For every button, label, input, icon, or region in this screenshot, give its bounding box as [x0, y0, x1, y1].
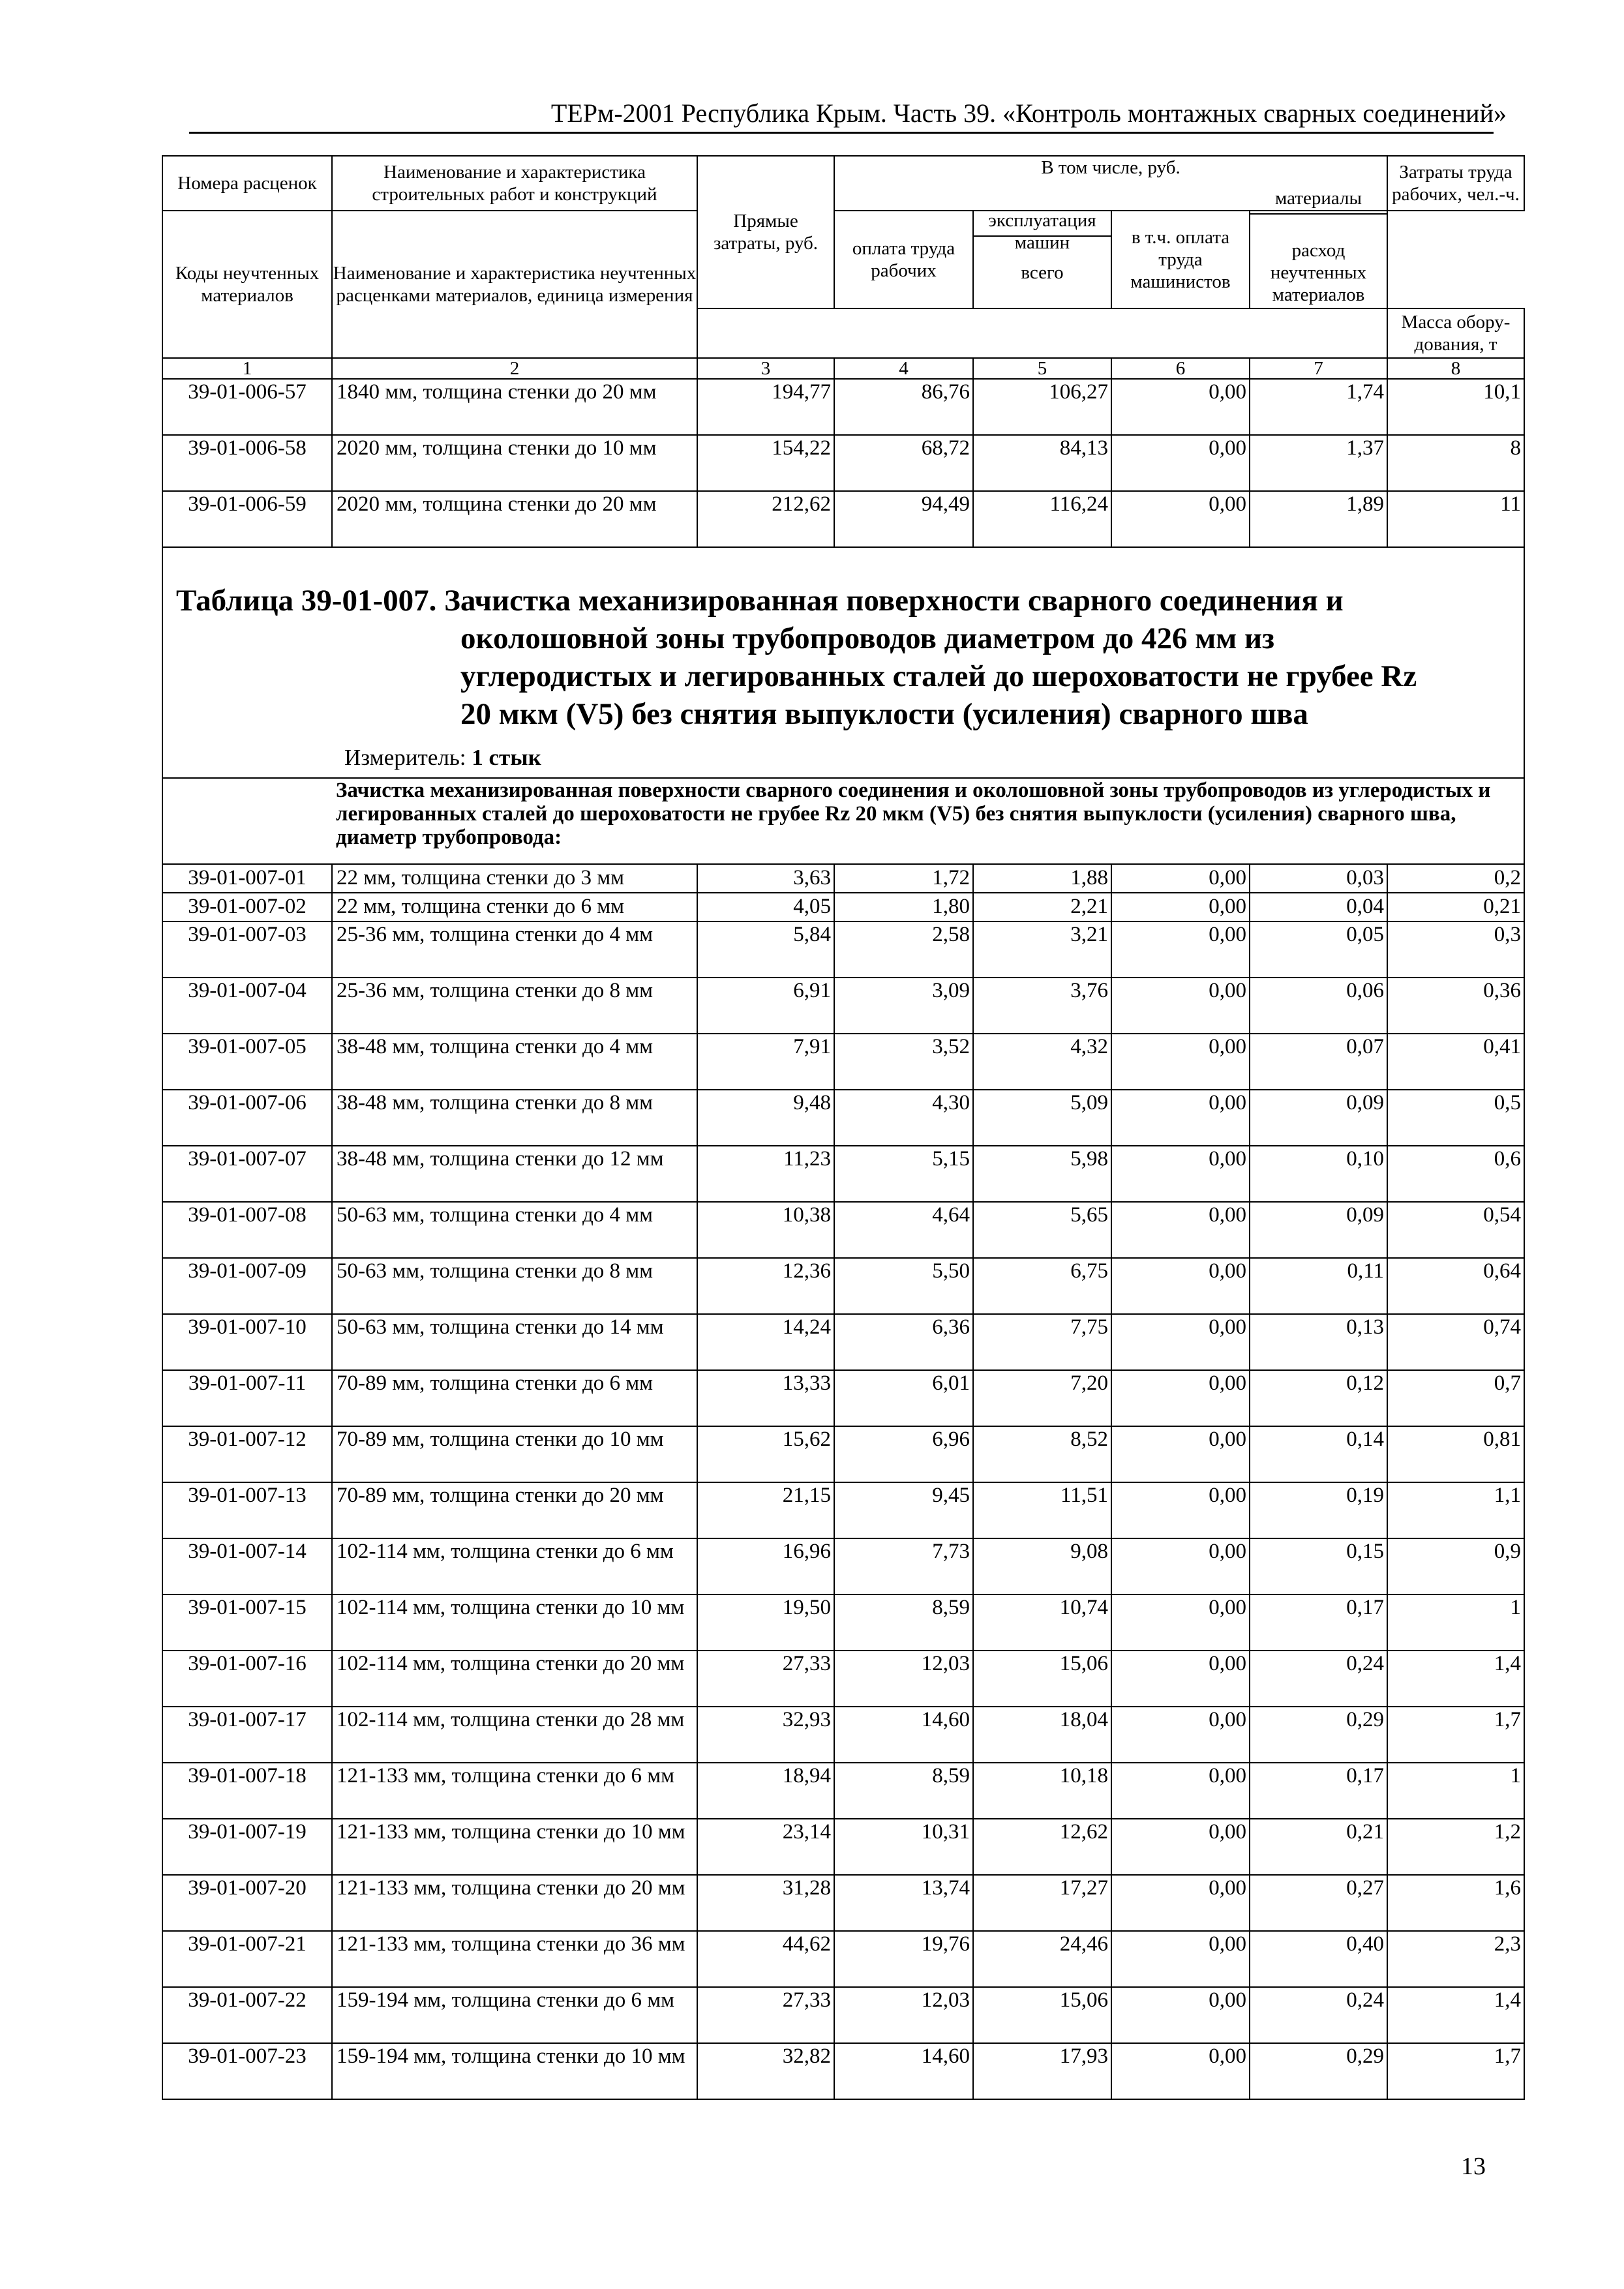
- machines-cost: 4,32: [973, 1034, 1111, 1090]
- labor-pay: 6,01: [834, 1370, 973, 1426]
- table-row: [162, 1034, 1524, 1090]
- operators-pay: 0,00: [1111, 491, 1250, 547]
- table-row: [162, 1875, 1524, 1931]
- direct-costs: 31,28: [697, 1875, 834, 1931]
- operators-pay: 0,00: [1111, 893, 1250, 921]
- operators-pay: 0,00: [1111, 1314, 1250, 1370]
- materials-cost: 0,27: [1250, 1875, 1387, 1931]
- header-work-name: Наименование и характеристика строительных работ и конструкций: [332, 156, 697, 211]
- operators-pay: 0,00: [1111, 1594, 1250, 1651]
- labor-pay: 94,49: [834, 491, 973, 547]
- header-machines-total: [973, 211, 1111, 308]
- direct-costs: 6,91: [697, 978, 834, 1034]
- rate-code: 39-01-007-21: [162, 1931, 332, 1987]
- labor-pay: 86,76: [834, 379, 973, 435]
- labor-pay: 5,15: [834, 1146, 973, 1202]
- labor-pay: 10,31: [834, 1819, 973, 1875]
- measure-label: Измеритель:: [344, 745, 466, 770]
- direct-costs: 154,22: [697, 435, 834, 491]
- header-machines-label: эксплуатация машин: [988, 210, 1096, 253]
- work-description: 102-114 мм, толщина стенки до 28 мм: [332, 1707, 697, 1763]
- work-description: 159-194 мм, толщина стенки до 6 мм: [332, 1987, 697, 2043]
- operators-pay: 0,00: [1111, 379, 1250, 435]
- operators-pay: 0,00: [1111, 1538, 1250, 1594]
- table-row: [162, 1482, 1524, 1538]
- labor-pay: 68,72: [834, 435, 973, 491]
- rate-code: 39-01-007-13: [162, 1482, 332, 1538]
- header-materials-group: [1250, 187, 1387, 215]
- operators-pay: 0,00: [1111, 435, 1250, 491]
- header-machines-total-label: всего: [1021, 262, 1064, 283]
- rate-code: 39-01-007-10: [162, 1314, 332, 1370]
- rate-code: 39-01-007-16: [162, 1651, 332, 1707]
- machines-cost: 5,98: [973, 1146, 1111, 1202]
- machines-cost: 17,27: [973, 1875, 1111, 1931]
- table-row: [162, 1987, 1524, 2043]
- materials-cost: 0,06: [1250, 978, 1387, 1034]
- rate-code: 39-01-007-06: [162, 1090, 332, 1146]
- materials-cost: 0,19: [1250, 1482, 1387, 1538]
- rate-code: 39-01-006-59: [162, 491, 332, 547]
- header-labor-hours: Затраты труда рабочих, чел.-ч.: [1387, 156, 1524, 211]
- operators-pay: 0,00: [1111, 1090, 1250, 1146]
- labor-hours: 0,6: [1387, 1146, 1524, 1202]
- direct-costs: 5,84: [697, 921, 834, 978]
- header-material-names: Наименование и характеристика неучтенных расценками материалов, единица измерения: [332, 211, 697, 358]
- table-title-line: Таблица 39-01-007. Зачистка механизированная поверхности сварного соединения и: [176, 584, 1344, 618]
- labor-pay: 12,03: [834, 1987, 973, 2043]
- labor-pay: 5,50: [834, 1258, 973, 1314]
- operators-pay: 0,00: [1111, 2043, 1250, 2099]
- rate-code: 39-01-007-14: [162, 1538, 332, 1594]
- direct-costs: 12,36: [697, 1258, 834, 1314]
- labor-pay: 14,60: [834, 1707, 973, 1763]
- operators-pay: 0,00: [1111, 1426, 1250, 1482]
- direct-costs: 21,15: [697, 1482, 834, 1538]
- column-number: 6: [1111, 358, 1250, 379]
- work-description: 70-89 мм, толщина стенки до 10 мм: [332, 1426, 697, 1482]
- rate-code: 39-01-007-04: [162, 978, 332, 1034]
- header-material-codes: Коды неучтенных материалов: [162, 211, 332, 358]
- machines-cost: 1,88: [973, 864, 1111, 893]
- labor-pay: 7,73: [834, 1538, 973, 1594]
- rate-code: 39-01-007-09: [162, 1258, 332, 1314]
- rate-code: 39-01-007-22: [162, 1987, 332, 2043]
- materials-cost: 0,21: [1250, 1819, 1387, 1875]
- column-number: 8: [1387, 358, 1524, 379]
- header-direct-costs: Прямые затраты, руб.: [697, 156, 834, 308]
- column-number: 7: [1250, 358, 1387, 379]
- rate-code: 39-01-007-01: [162, 864, 332, 893]
- table-row: [162, 1426, 1524, 1482]
- rate-code: 39-01-006-57: [162, 379, 332, 435]
- table-title-line: 20 мкм (V5) без снятия выпуклости (усиления) сварного шва: [460, 697, 1308, 731]
- direct-costs: 14,24: [697, 1314, 834, 1370]
- machines-cost: 8,52: [973, 1426, 1111, 1482]
- materials-cost: 0,03: [1250, 864, 1387, 893]
- machines-cost: 6,75: [973, 1258, 1111, 1314]
- labor-pay: 4,64: [834, 1202, 973, 1258]
- operators-pay: 0,00: [1111, 1819, 1250, 1875]
- table-title-line: околошовной зоны трубопроводов диаметром до 426 мм из: [460, 621, 1275, 655]
- labor-pay: 2,58: [834, 921, 973, 978]
- direct-costs: 4,05: [697, 893, 834, 921]
- machines-cost: 15,06: [973, 1987, 1111, 2043]
- work-description: 50-63 мм, толщина стенки до 4 мм: [332, 1202, 697, 1258]
- header-operators-pay: в т.ч. оплата труда машинистов: [1111, 211, 1250, 308]
- machines-cost: 15,06: [973, 1651, 1111, 1707]
- table-row: [162, 1090, 1524, 1146]
- header-labor-pay: оплата труда рабочих: [834, 211, 973, 308]
- direct-costs: 212,62: [697, 491, 834, 547]
- labor-pay: 6,36: [834, 1314, 973, 1370]
- labor-hours: 1,4: [1387, 1987, 1524, 2043]
- direct-costs: 15,62: [697, 1426, 834, 1482]
- materials-cost: 0,29: [1250, 2043, 1387, 2099]
- measure-value: 1 стык: [472, 745, 541, 770]
- rate-code: 39-01-007-20: [162, 1875, 332, 1931]
- operators-pay: 0,00: [1111, 1651, 1250, 1707]
- rate-code: 39-01-007-18: [162, 1763, 332, 1819]
- machines-cost: 5,65: [973, 1202, 1111, 1258]
- group-header-text: Зачистка механизированная поверхности сварного соединения и околошовной зоны трубопроводов из углеродистых и легированных сталей до шероховатости не грубее Rz 20 мкм (V5) без снятия выпуклости (усиления) сварного шва, диаметр трубопровода:: [332, 778, 1524, 864]
- direct-costs: 32,82: [697, 2043, 834, 2099]
- labor-hours: 0,36: [1387, 978, 1524, 1034]
- header-including-label: В том числе, руб.: [1041, 157, 1180, 178]
- header-materials-consumption: расход неучтенных материалов: [1270, 240, 1367, 305]
- work-description: 1840 мм, толщина стенки до 20 мм: [332, 379, 697, 435]
- labor-hours: 11: [1387, 491, 1524, 547]
- labor-pay: 9,45: [834, 1482, 973, 1538]
- labor-hours: 1,7: [1387, 1707, 1524, 1763]
- work-description: 25-36 мм, толщина стенки до 4 мм: [332, 921, 697, 978]
- rate-code: 39-01-006-58: [162, 435, 332, 491]
- rate-code: 39-01-007-07: [162, 1146, 332, 1202]
- operators-pay: 0,00: [1111, 1987, 1250, 2043]
- table-row: [162, 491, 1524, 547]
- work-description: 2020 мм, толщина стенки до 10 мм: [332, 435, 697, 491]
- operators-pay: 0,00: [1111, 1202, 1250, 1258]
- labor-hours: 1,6: [1387, 1875, 1524, 1931]
- materials-cost: 0,12: [1250, 1370, 1387, 1426]
- work-description: 159-194 мм, толщина стенки до 10 мм: [332, 2043, 697, 2099]
- column-numbers-row: [162, 358, 1524, 379]
- labor-hours: 0,54: [1387, 1202, 1524, 1258]
- table-title-line: углеродистых и легированных сталей до шероховатости не грубее Rz: [460, 659, 1417, 693]
- work-description: 25-36 мм, толщина стенки до 8 мм: [332, 978, 697, 1034]
- work-description: 102-114 мм, толщина стенки до 20 мм: [332, 1651, 697, 1707]
- work-description: 38-48 мм, толщина стенки до 8 мм: [332, 1090, 697, 1146]
- labor-pay: 12,03: [834, 1651, 973, 1707]
- operators-pay: 0,00: [1111, 1931, 1250, 1987]
- machines-cost: 17,93: [973, 2043, 1111, 2099]
- labor-pay: 8,59: [834, 1594, 973, 1651]
- labor-hours: 0,41: [1387, 1034, 1524, 1090]
- labor-hours: 0,7: [1387, 1370, 1524, 1426]
- direct-costs: 32,93: [697, 1707, 834, 1763]
- header-equipment-mass: Масса обору-дования, т: [1387, 308, 1524, 358]
- labor-hours: 0,21: [1387, 893, 1524, 921]
- labor-pay: 1,72: [834, 864, 973, 893]
- table-row: [162, 379, 1524, 435]
- table-row: [162, 1538, 1524, 1594]
- column-number: 1: [162, 358, 332, 379]
- materials-cost: 0,24: [1250, 1651, 1387, 1707]
- rate-code: 39-01-007-05: [162, 1034, 332, 1090]
- running-header: ТЕРм-2001 Республика Крым. Часть 39. «Контроль монтажных сварных соединений»: [550, 98, 1507, 128]
- materials-cost: 0,17: [1250, 1763, 1387, 1819]
- materials-cost: 0,04: [1250, 893, 1387, 921]
- labor-hours: 2,3: [1387, 1931, 1524, 1987]
- table-row: [162, 893, 1524, 921]
- work-description: 22 мм, толщина стенки до 3 мм: [332, 864, 697, 893]
- direct-costs: 11,23: [697, 1146, 834, 1202]
- table-row: [162, 978, 1524, 1034]
- work-description: 121-133 мм, толщина стенки до 36 мм: [332, 1931, 697, 1987]
- materials-cost: 0,40: [1250, 1931, 1387, 1987]
- machines-cost: 11,51: [973, 1482, 1111, 1538]
- direct-costs: 19,50: [697, 1594, 834, 1651]
- machines-cost: 2,21: [973, 893, 1111, 921]
- table-row: [162, 1594, 1524, 1651]
- table-row: [162, 1819, 1524, 1875]
- rate-code: 39-01-007-02: [162, 893, 332, 921]
- operators-pay: 0,00: [1111, 864, 1250, 893]
- table-row: [162, 1931, 1524, 1987]
- materials-cost: 0,10: [1250, 1146, 1387, 1202]
- header-materials: [1250, 188, 1387, 308]
- table-row: [162, 1763, 1524, 1819]
- labor-hours: 0,74: [1387, 1314, 1524, 1370]
- rate-code: 39-01-007-03: [162, 921, 332, 978]
- materials-cost: 0,05: [1250, 921, 1387, 978]
- rates-table: [162, 155, 1524, 2100]
- group-header-row: [162, 778, 1524, 864]
- labor-hours: 0,9: [1387, 1538, 1524, 1594]
- work-description: 121-133 мм, толщина стенки до 6 мм: [332, 1763, 697, 1819]
- column-number: 2: [332, 358, 697, 379]
- labor-pay: 14,60: [834, 2043, 973, 2099]
- table-row: [162, 1146, 1524, 1202]
- direct-costs: 23,14: [697, 1819, 834, 1875]
- direct-costs: 7,91: [697, 1034, 834, 1090]
- direct-costs: 16,96: [697, 1538, 834, 1594]
- machines-cost: 10,18: [973, 1763, 1111, 1819]
- labor-pay: 3,52: [834, 1034, 973, 1090]
- materials-cost: 0,09: [1250, 1202, 1387, 1258]
- rate-code: 39-01-007-11: [162, 1370, 332, 1426]
- operators-pay: 0,00: [1111, 1875, 1250, 1931]
- column-number: 5: [973, 358, 1111, 379]
- operators-pay: 0,00: [1111, 1146, 1250, 1202]
- labor-hours: 0,2: [1387, 864, 1524, 893]
- direct-costs: 3,63: [697, 864, 834, 893]
- operators-pay: 0,00: [1111, 921, 1250, 978]
- table-title: [176, 582, 1524, 733]
- header-rule: [189, 132, 1494, 134]
- work-description: 2020 мм, толщина стенки до 20 мм: [332, 491, 697, 547]
- machines-cost: 18,04: [973, 1707, 1111, 1763]
- materials-cost: 0,17: [1250, 1594, 1387, 1651]
- table-title-cell: [162, 547, 1524, 778]
- direct-costs: 27,33: [697, 1987, 834, 2043]
- column-number: 3: [697, 358, 834, 379]
- direct-costs: 9,48: [697, 1090, 834, 1146]
- machines-cost: 7,75: [973, 1314, 1111, 1370]
- work-description: 121-133 мм, толщина стенки до 10 мм: [332, 1819, 697, 1875]
- table-row: [162, 1258, 1524, 1314]
- labor-pay: 3,09: [834, 978, 973, 1034]
- work-description: 38-48 мм, толщина стенки до 12 мм: [332, 1146, 697, 1202]
- work-description: 70-89 мм, толщина стенки до 6 мм: [332, 1370, 697, 1426]
- materials-cost: 0,11: [1250, 1258, 1387, 1314]
- table-row: [162, 921, 1524, 978]
- rate-code: 39-01-007-08: [162, 1202, 332, 1258]
- measure-unit: [344, 745, 1524, 771]
- header-rate-numbers: Номера расценок: [162, 156, 332, 211]
- rate-code: 39-01-007-15: [162, 1594, 332, 1651]
- table-row: [162, 1314, 1524, 1370]
- table-row: [162, 1202, 1524, 1258]
- operators-pay: 0,00: [1111, 1707, 1250, 1763]
- table-row: [162, 1707, 1524, 1763]
- labor-hours: 0,3: [1387, 921, 1524, 978]
- labor-hours: 0,64: [1387, 1258, 1524, 1314]
- machines-cost: 24,46: [973, 1931, 1111, 1987]
- materials-cost: 0,15: [1250, 1538, 1387, 1594]
- machines-cost: 12,62: [973, 1819, 1111, 1875]
- table-row: [162, 864, 1524, 893]
- labor-hours: 1: [1387, 1763, 1524, 1819]
- rate-code: 39-01-007-23: [162, 2043, 332, 2099]
- operators-pay: 0,00: [1111, 1034, 1250, 1090]
- operators-pay: 0,00: [1111, 1258, 1250, 1314]
- labor-hours: 1,1: [1387, 1482, 1524, 1538]
- table-row: [162, 1651, 1524, 1707]
- work-description: 50-63 мм, толщина стенки до 8 мм: [332, 1258, 697, 1314]
- group-header-blank: [162, 778, 332, 864]
- machines-cost: 106,27: [973, 379, 1111, 435]
- direct-costs: 27,33: [697, 1651, 834, 1707]
- machines-cost: 116,24: [973, 491, 1111, 547]
- operators-pay: 0,00: [1111, 978, 1250, 1034]
- direct-costs: 194,77: [697, 379, 834, 435]
- labor-pay: 13,74: [834, 1875, 973, 1931]
- labor-hours: 8: [1387, 435, 1524, 491]
- rate-code: 39-01-007-12: [162, 1426, 332, 1482]
- labor-pay: 8,59: [834, 1763, 973, 1819]
- labor-pay: 1,80: [834, 893, 973, 921]
- materials-cost: 0,29: [1250, 1707, 1387, 1763]
- work-description: 121-133 мм, толщина стенки до 20 мм: [332, 1875, 697, 1931]
- machines-cost: 9,08: [973, 1538, 1111, 1594]
- machines-cost: 84,13: [973, 435, 1111, 491]
- operators-pay: 0,00: [1111, 1482, 1250, 1538]
- header-machines-group: [973, 209, 1111, 253]
- work-description: 50-63 мм, толщина стенки до 14 мм: [332, 1314, 697, 1370]
- materials-cost: 0,24: [1250, 1987, 1387, 2043]
- work-description: 102-114 мм, толщина стенки до 10 мм: [332, 1594, 697, 1651]
- work-description: 22 мм, толщина стенки до 6 мм: [332, 893, 697, 921]
- operators-pay: 0,00: [1111, 1763, 1250, 1819]
- labor-hours: 0,5: [1387, 1090, 1524, 1146]
- machines-cost: 7,20: [973, 1370, 1111, 1426]
- direct-costs: 13,33: [697, 1370, 834, 1426]
- machines-cost: 3,21: [973, 921, 1111, 978]
- table-row: [162, 435, 1524, 491]
- labor-pay: 4,30: [834, 1090, 973, 1146]
- direct-costs: 10,38: [697, 1202, 834, 1258]
- direct-costs: 18,94: [697, 1763, 834, 1819]
- machines-cost: 5,09: [973, 1090, 1111, 1146]
- materials-cost: 1,89: [1250, 491, 1387, 547]
- labor-hours: 0,81: [1387, 1426, 1524, 1482]
- labor-pay: 19,76: [834, 1931, 973, 1987]
- header-spacer: [697, 308, 1387, 358]
- rate-code: 39-01-007-17: [162, 1707, 332, 1763]
- work-description: 38-48 мм, толщина стенки до 4 мм: [332, 1034, 697, 1090]
- table-body: [162, 156, 1524, 2099]
- labor-hours: 1,4: [1387, 1651, 1524, 1707]
- materials-cost: 1,37: [1250, 435, 1387, 491]
- materials-cost: 0,09: [1250, 1090, 1387, 1146]
- work-description: 102-114 мм, толщина стенки до 6 мм: [332, 1538, 697, 1594]
- materials-cost: 0,07: [1250, 1034, 1387, 1090]
- labor-hours: 1,7: [1387, 2043, 1524, 2099]
- materials-cost: 0,13: [1250, 1314, 1387, 1370]
- header-materials-label: материалы: [1275, 188, 1362, 209]
- materials-cost: 1,74: [1250, 379, 1387, 435]
- labor-pay: 6,96: [834, 1426, 973, 1482]
- machines-cost: 10,74: [973, 1594, 1111, 1651]
- direct-costs: 44,62: [697, 1931, 834, 1987]
- page-number: 13: [1461, 2153, 1486, 2180]
- table-title-row: [162, 547, 1524, 778]
- labor-hours: 10,1: [1387, 379, 1524, 435]
- table-row: [162, 2043, 1524, 2099]
- materials-cost: 0,14: [1250, 1426, 1387, 1482]
- table-row: [162, 1370, 1524, 1426]
- work-description: 70-89 мм, толщина стенки до 20 мм: [332, 1482, 697, 1538]
- column-number: 4: [834, 358, 973, 379]
- rate-code: 39-01-007-19: [162, 1819, 332, 1875]
- operators-pay: 0,00: [1111, 1370, 1250, 1426]
- labor-hours: 1,2: [1387, 1819, 1524, 1875]
- labor-hours: 1: [1387, 1594, 1524, 1651]
- machines-cost: 3,76: [973, 978, 1111, 1034]
